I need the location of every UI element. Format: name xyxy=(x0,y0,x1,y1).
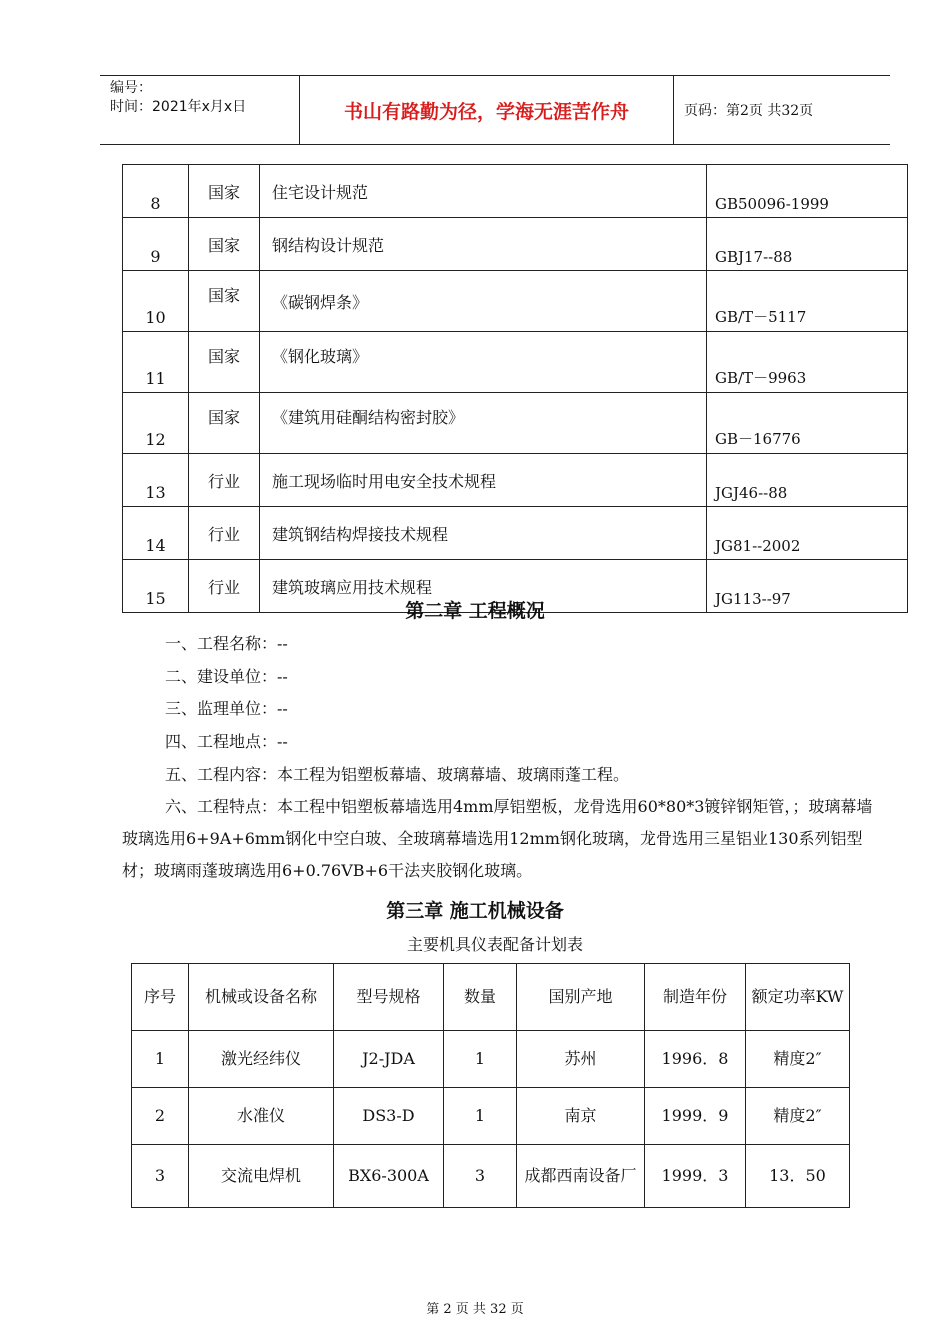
std-name: 建筑玻璃应用技术规程 xyxy=(260,560,707,613)
std-name: 住宅设计规范 xyxy=(260,165,707,218)
cell: 1 xyxy=(444,1031,517,1088)
standards-table xyxy=(122,164,908,613)
std-no: 8 xyxy=(123,165,189,218)
number-label: 编号： xyxy=(110,80,152,96)
table-row xyxy=(132,1088,850,1145)
cell: DS3-D xyxy=(334,1088,444,1145)
col-header: 额定功率KW xyxy=(746,964,850,1031)
std-name: 《碳钢焊条》 xyxy=(260,271,707,332)
cell: J2-JDA xyxy=(334,1031,444,1088)
page-footer: 第 2 页 共 32 页 xyxy=(426,1302,524,1317)
std-code: GBJ17--88 xyxy=(707,218,908,271)
cell: BX6-300A xyxy=(334,1145,444,1208)
std-no: 14 xyxy=(123,507,189,560)
std-level: 国家 xyxy=(189,165,260,218)
std-name: 建筑钢结构焊接技术规程 xyxy=(260,507,707,560)
project-location: 四、工程地点：-- xyxy=(165,732,288,751)
cell: 精度2″ xyxy=(746,1088,850,1145)
table-row xyxy=(123,271,908,332)
table-row xyxy=(123,507,908,560)
equipment-table xyxy=(131,963,850,1208)
std-name: 《建筑用硅酮结构密封胶》 xyxy=(260,393,707,454)
std-no: 15 xyxy=(123,560,189,613)
cell: 水准仪 xyxy=(189,1088,334,1145)
std-code: JG113--97 xyxy=(707,560,908,613)
std-level: 行业 xyxy=(189,507,260,560)
std-code: GB－16776 xyxy=(707,393,908,454)
std-code: JGJ46--88 xyxy=(707,454,908,507)
std-no: 9 xyxy=(123,218,189,271)
table-row xyxy=(123,454,908,507)
table-row xyxy=(132,1031,850,1088)
cell: 3 xyxy=(444,1145,517,1208)
table-row xyxy=(123,393,908,454)
table-row xyxy=(132,1145,850,1208)
header-meta xyxy=(100,76,300,144)
std-code: GB/T－5117 xyxy=(707,271,908,332)
std-level: 国家 xyxy=(189,218,260,271)
supervision-unit: 三、监理单位：-- xyxy=(165,699,288,718)
std-no: 13 xyxy=(123,454,189,507)
std-level: 行业 xyxy=(189,560,260,613)
std-level: 国家 xyxy=(189,393,260,454)
std-code: GB50096-1999 xyxy=(707,165,908,218)
project-features: 六、工程特点：本工程中铝塑板幕墙选用4mm厚铝塑板，龙骨选用60*80*3镀锌钢矩管，；玻璃幕墙玻璃选用6+9A+6mm钢化中空白玻、全玻璃幕墙选用12mm钢化玻璃，龙骨选用三星铝业130系列铝型材；玻璃雨蓬玻璃选用6+0.76VB+6干法夹胶钢化玻璃。 xyxy=(122,797,873,880)
table-header-row xyxy=(132,964,850,1031)
project-content: 五、工程内容：本工程为铝塑板幕墙、玻璃幕墙、玻璃雨蓬工程。 xyxy=(165,765,630,784)
std-level: 行业 xyxy=(189,454,260,507)
col-header: 数量 xyxy=(444,964,517,1031)
std-name: 《钢化玻璃》 xyxy=(260,332,707,393)
cell: 苏州 xyxy=(517,1031,645,1088)
chapter3-title: 第三章 施工机械设备 xyxy=(386,900,564,922)
col-header: 机械或设备名称 xyxy=(189,964,334,1031)
std-level: 国家 xyxy=(189,271,260,332)
cell: 1 xyxy=(132,1031,189,1088)
table-row xyxy=(123,332,908,393)
std-code: GB/T－9963 xyxy=(707,332,908,393)
chapter2-title: 第二章 工程概况 xyxy=(405,600,545,622)
header-page-label: 页码：第2页 共32页 xyxy=(684,103,814,119)
cell: 1999．3 xyxy=(645,1145,746,1208)
project-name: 一、工程名称：-- xyxy=(165,634,288,653)
cell: 1 xyxy=(444,1088,517,1145)
col-header: 国别产地 xyxy=(517,964,645,1031)
std-code: JG81--2002 xyxy=(707,507,908,560)
cell: 3 xyxy=(132,1145,189,1208)
cell: 激光经纬仪 xyxy=(189,1031,334,1088)
equipment-table-caption: 主要机具仪表配备计划表 xyxy=(406,935,583,954)
cell: 2 xyxy=(132,1088,189,1145)
std-no: 10 xyxy=(123,271,189,332)
cell: 交流电焊机 xyxy=(189,1145,334,1208)
std-no: 11 xyxy=(123,332,189,393)
cell: 1999．9 xyxy=(645,1088,746,1145)
table-row xyxy=(123,165,908,218)
std-name: 钢结构设计规范 xyxy=(260,218,707,271)
std-level: 国家 xyxy=(189,332,260,393)
cell: 13．50 xyxy=(746,1145,850,1208)
std-name: 施工现场临时用电安全技术规程 xyxy=(260,454,707,507)
col-header: 型号规格 xyxy=(334,964,444,1031)
cell: 南京 xyxy=(517,1088,645,1145)
cell: 成都西南设备厂 xyxy=(517,1145,645,1208)
std-no: 12 xyxy=(123,393,189,454)
time-label: 时间：2021年x月x日 xyxy=(110,99,247,115)
cell: 1996．8 xyxy=(645,1031,746,1088)
table-row xyxy=(123,218,908,271)
col-header: 制造年份 xyxy=(645,964,746,1031)
col-header: 序号 xyxy=(132,964,189,1031)
construction-unit: 二、建设单位：-- xyxy=(165,667,288,686)
cell: 精度2″ xyxy=(746,1031,850,1088)
page-header xyxy=(100,75,890,145)
header-motto: 书山有路勤为径，学海无涯苦作舟 xyxy=(300,76,674,144)
